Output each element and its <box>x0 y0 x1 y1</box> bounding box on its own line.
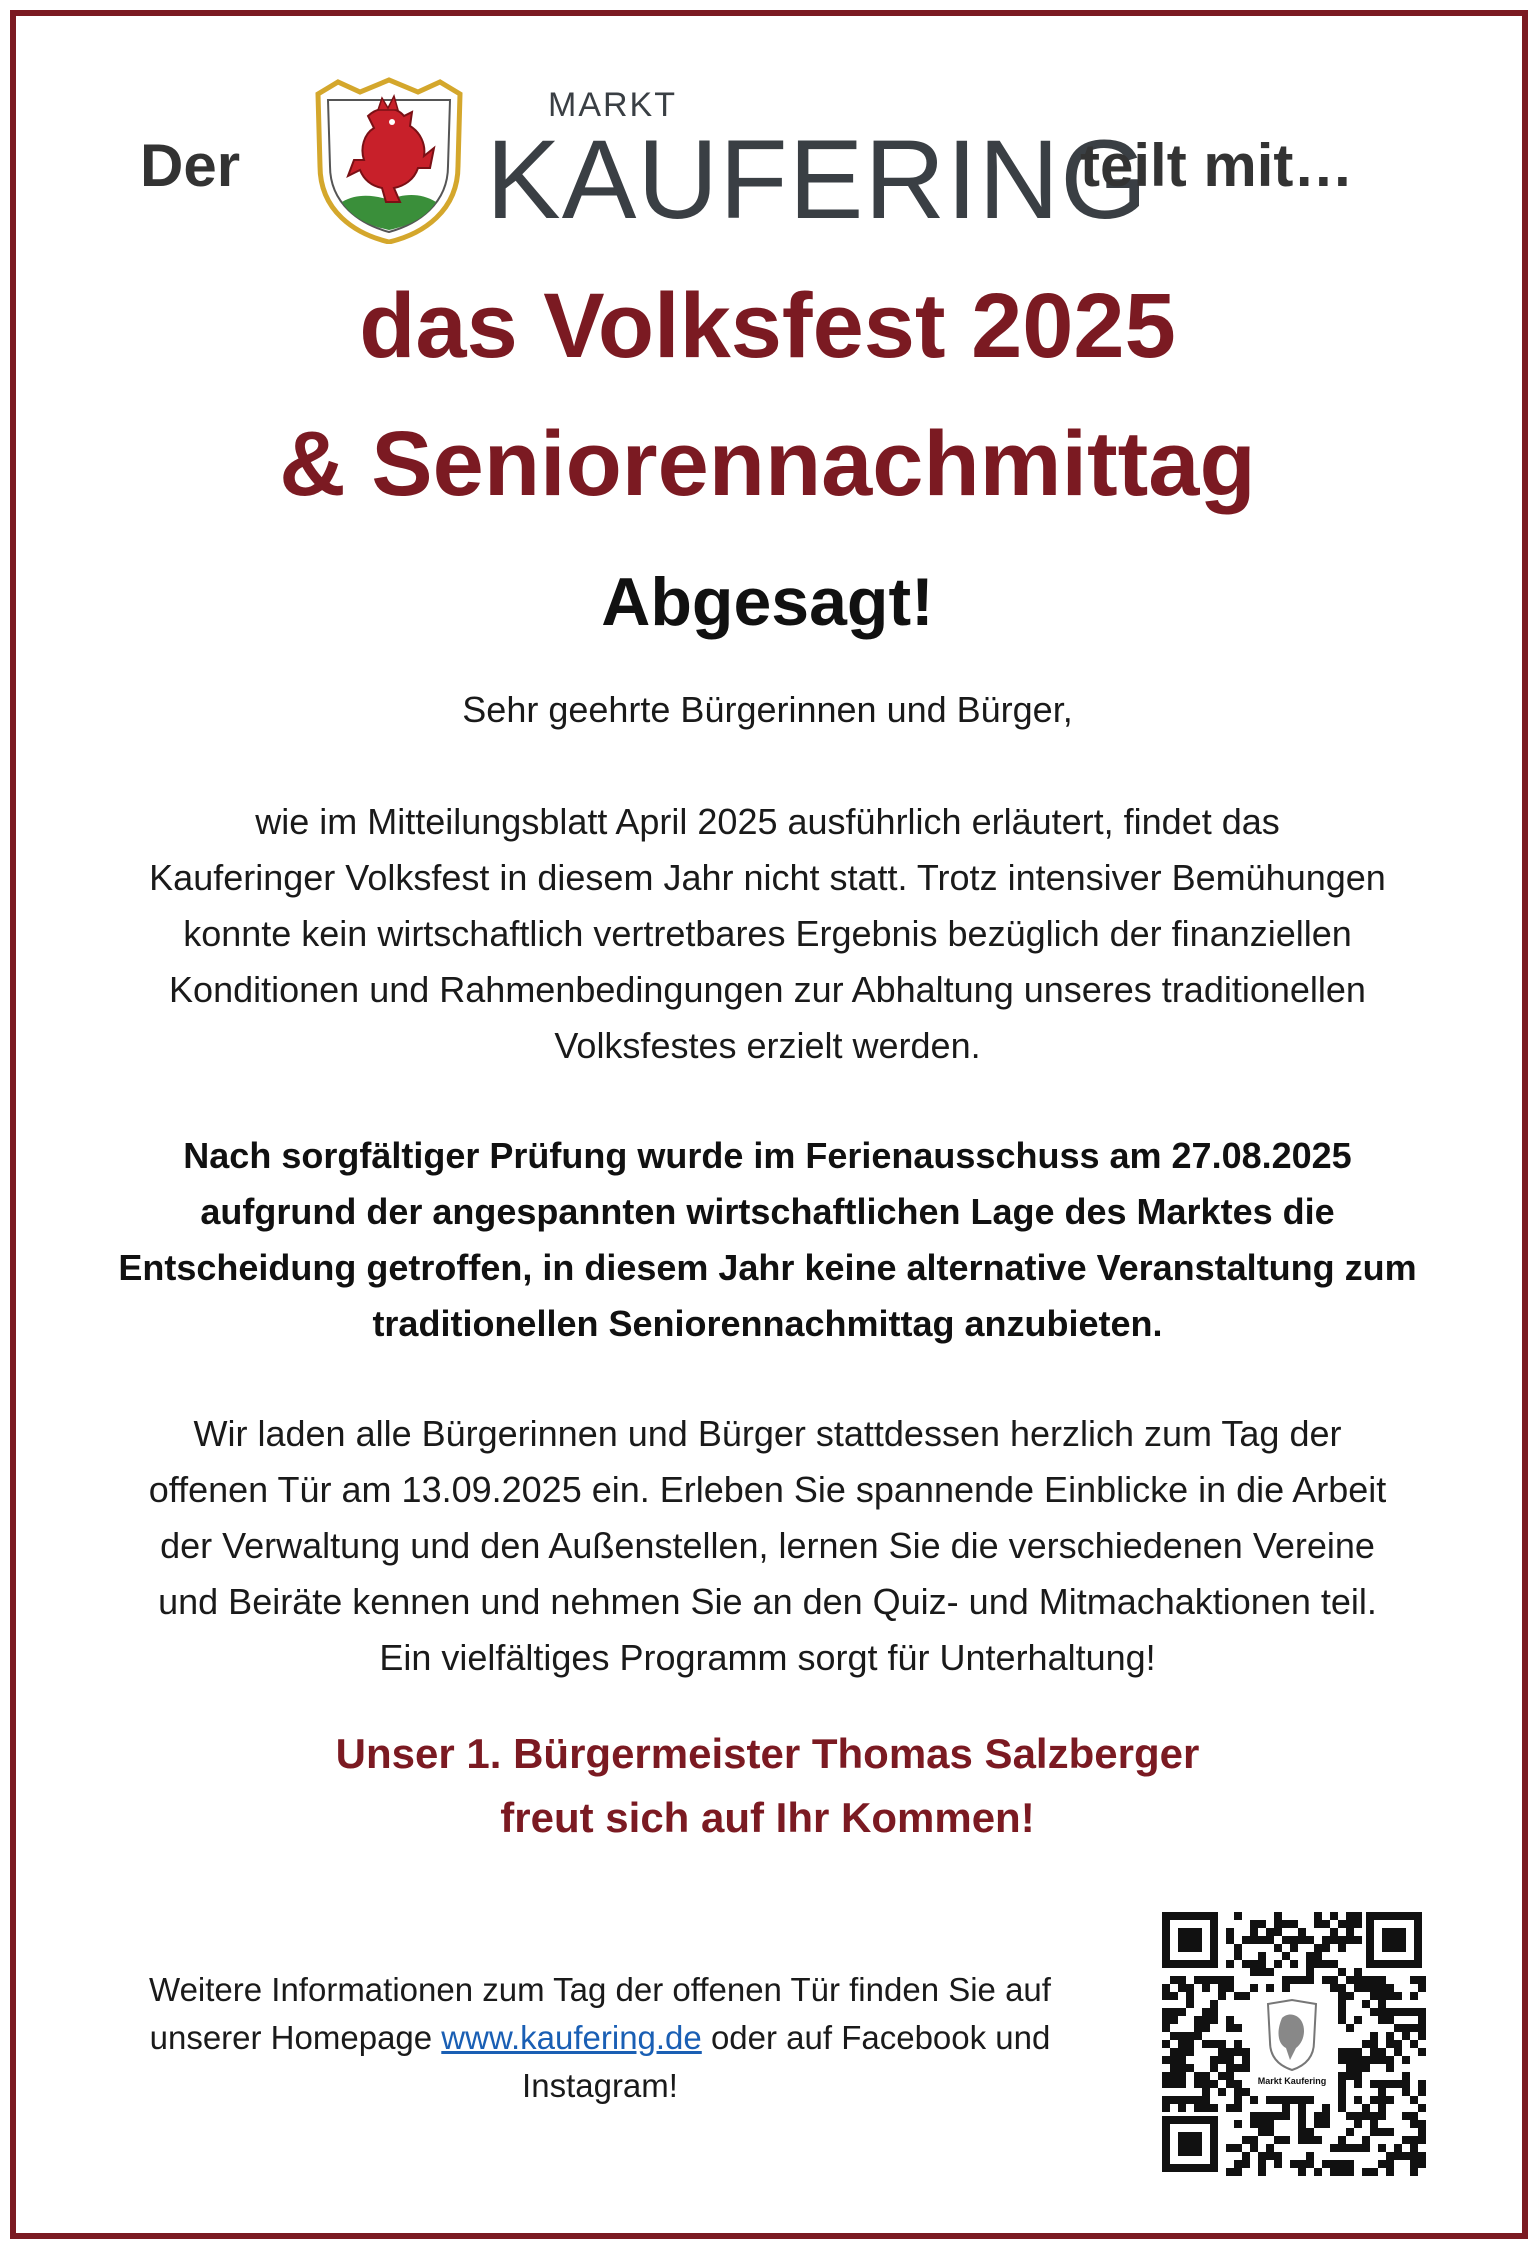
logo-markt-text: MARKT <box>548 86 677 124</box>
paragraph-line: Entscheidung getroffen, in diesem Jahr keine alternative Veranstaltung zum <box>118 1247 1417 1288</box>
paragraph-line: Konditionen und Rahmenbedingungen zur Abhaltung unseres traditionellen <box>169 969 1366 1010</box>
salutation: Sehr geehrte Bürgerinnen und Bürger, <box>462 689 1073 730</box>
paragraph-line: Nach sorgfältiger Prüfung wurde im Ferienausschuss am 27.08.2025 <box>183 1135 1352 1176</box>
paragraph-line: aufgrund der angespannten wirtschaftlichen Lage des Marktes die <box>200 1191 1335 1232</box>
footer-text: oder auf Facebook und <box>701 2019 1051 2056</box>
logo-kaufering-text: KAUFERING <box>486 117 1149 242</box>
closing-message <box>0 1722 1535 1850</box>
paragraph-line: traditionellen Seniorennachmittag anzubieten. <box>372 1303 1163 1344</box>
footer-line: Weitere Informationen zum Tag der offenen Tür finden Sie auf <box>149 1971 1051 2008</box>
paragraph-open-day <box>40 1406 1495 1686</box>
footer-info <box>70 1966 1130 2110</box>
cancelled-heading: Abgesagt! <box>601 564 934 640</box>
paragraph-volksfest <box>40 794 1495 1074</box>
qr-caption: Markt Kaufering <box>1257 2076 1327 2086</box>
paragraph-line: offenen Tür am 13.09.2025 ein. Erleben Sie spannende Einblicke in die Arbeit <box>148 1469 1387 1510</box>
closing-line: freut sich auf Ihr Kommen! <box>500 1794 1035 1841</box>
footer-line: Instagram! <box>522 2067 678 2104</box>
header-suffix: teilt mit… <box>1080 132 1354 199</box>
header-prefix: Der <box>140 132 241 199</box>
title-line-2: & Seniorennachmittag <box>279 413 1256 515</box>
paragraph-line: Wir laden alle Bürgerinnen und Bürger stattdessen herzlich zum Tag der <box>193 1413 1342 1454</box>
paragraph-line: Ein vielfältiges Programm sorgt für Unterhaltung! <box>379 1637 1156 1678</box>
paragraph-line: konnte kein wirtschaftlich vertretbares Ergebnis bezüglich der finanziellen <box>183 913 1352 954</box>
footer-text: unserer Homepage <box>149 2019 442 2056</box>
title-line-1: das Volksfest 2025 <box>359 275 1176 377</box>
paragraph-decision <box>40 1128 1495 1352</box>
paragraph-line: Kauferinger Volksfest in diesem Jahr nicht statt. Trotz intensiver Bemühungen <box>149 857 1386 898</box>
homepage-link[interactable]: www.kaufering.de <box>441 2019 702 2056</box>
qr-code[interactable] <box>1158 1908 1426 2176</box>
paragraph-line: wie im Mitteilungsblatt April 2025 ausführlich erläutert, findet das <box>255 801 1280 842</box>
footer-line <box>70 2014 1130 2062</box>
paragraph-line: der Verwaltung und den Außenstellen, lernen Sie die verschiedenen Vereine <box>160 1525 1375 1566</box>
closing-line: Unser 1. Bürgermeister Thomas Salzberger <box>335 1730 1200 1777</box>
paragraph-line: und Beiräte kennen und nehmen Sie an den Quiz- und Mitmachaktionen teil. <box>158 1581 1377 1622</box>
coat-of-arms-logo <box>308 76 470 244</box>
paragraph-line: Volksfestes erzielt werden. <box>554 1025 981 1066</box>
